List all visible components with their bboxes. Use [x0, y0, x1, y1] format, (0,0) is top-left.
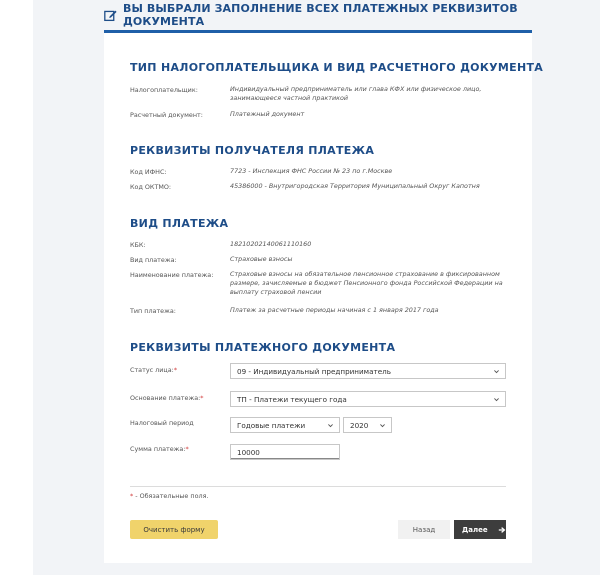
payment-subtype-value: Платеж за расчетные периоды начиная с 1 января 2017 года	[230, 306, 439, 314]
chevron-down-icon	[379, 422, 386, 429]
next-button-label: Далее	[462, 525, 488, 534]
status-select[interactable]	[230, 363, 506, 379]
basis-select-value: ТП - Платежи текущего года	[237, 394, 347, 404]
payment-subtype-label: Тип платежа:	[130, 307, 176, 315]
chevron-down-icon	[327, 422, 334, 429]
edit-icon	[104, 9, 117, 22]
document-type-label: Расчетный документ:	[130, 111, 203, 119]
page-margin	[0, 0, 33, 575]
required-note: * - Обязательные поля.	[130, 492, 209, 500]
amount-input[interactable]	[230, 444, 340, 460]
page-header	[104, 0, 532, 30]
next-button[interactable]	[454, 520, 506, 539]
arrow-right-icon	[498, 526, 506, 534]
status-label: Статус лица:*	[130, 366, 178, 374]
period-label: Налоговый период	[130, 419, 194, 427]
period-type-value: Годовые платежи	[237, 420, 306, 430]
payment-kind-label: Вид платежа:	[130, 256, 177, 264]
period-type-select[interactable]	[230, 417, 340, 433]
oktmo-label: Код ОКТМО:	[130, 183, 172, 191]
clear-form-button[interactable]: Очистить форму	[130, 520, 218, 539]
payment-name-value: Страховые взносы на обязательное пенсионное страхование в фиксированном размере, зачисляемые в бюджет Пенсионного фонда Российской Федерации на выплату страховой пенсии	[230, 270, 503, 296]
section-title-recipient: РЕКВИЗИТЫ ПОЛУЧАТЕЛЯ ПЛАТЕЖА	[130, 144, 375, 157]
ifns-value: 7723 - Инспекция ФНС России № 23 по г.Москве	[230, 167, 393, 175]
basis-label: Основание платежа:*	[130, 394, 204, 402]
taxpayer-value: Индивидуальный предприниматель или глава КФХ или физическое лицо, занимающееся частной практикой	[230, 85, 482, 102]
form-card	[104, 30, 544, 563]
kbk-value: 18210202140061110160	[230, 240, 312, 248]
page-title: ВЫ ВЫБРАЛИ ЗАПОЛНЕНИЕ ВСЕХ ПЛАТЕЖНЫХ РЕКВИЗИТОВ ДОКУМЕНТА	[123, 2, 518, 28]
period-year-value: 2020	[350, 420, 369, 430]
status-select-value: 09 - Индивидуальный предприниматель	[237, 366, 391, 376]
document-type-value: Платежный документ	[230, 110, 305, 118]
payment-name-label: Наименование платежа:	[130, 271, 214, 279]
amount-label: Сумма платежа:*	[130, 445, 189, 453]
basis-select[interactable]	[230, 391, 506, 407]
section-title-taxpayer: ТИП НАЛОГОПЛАТЕЛЬЩИКА И ВИД РАСЧЕТНОГО ДОКУМЕНТА	[130, 61, 544, 74]
chevron-down-icon	[493, 396, 500, 403]
kbk-label: КБК:	[130, 241, 146, 249]
chevron-down-icon	[493, 368, 500, 375]
ifns-label: Код ИФНС:	[130, 168, 167, 176]
section-title-payment-type: ВИД ПЛАТЕЖА	[130, 217, 229, 230]
amount-input-value: 10000	[237, 447, 260, 457]
oktmo-value: 45386000 - Внутригородская Территория Муниципальный Округ Капотня	[230, 182, 480, 190]
taxpayer-label: Налогоплательщик:	[130, 86, 198, 94]
back-button[interactable]: Назад	[398, 520, 450, 539]
form-divider	[130, 486, 506, 487]
section-title-document: РЕКВИЗИТЫ ПЛАТЕЖНОГО ДОКУМЕНТА	[130, 341, 396, 354]
payment-kind-value: Страховые взносы	[230, 255, 293, 263]
period-year-select[interactable]	[343, 417, 392, 433]
